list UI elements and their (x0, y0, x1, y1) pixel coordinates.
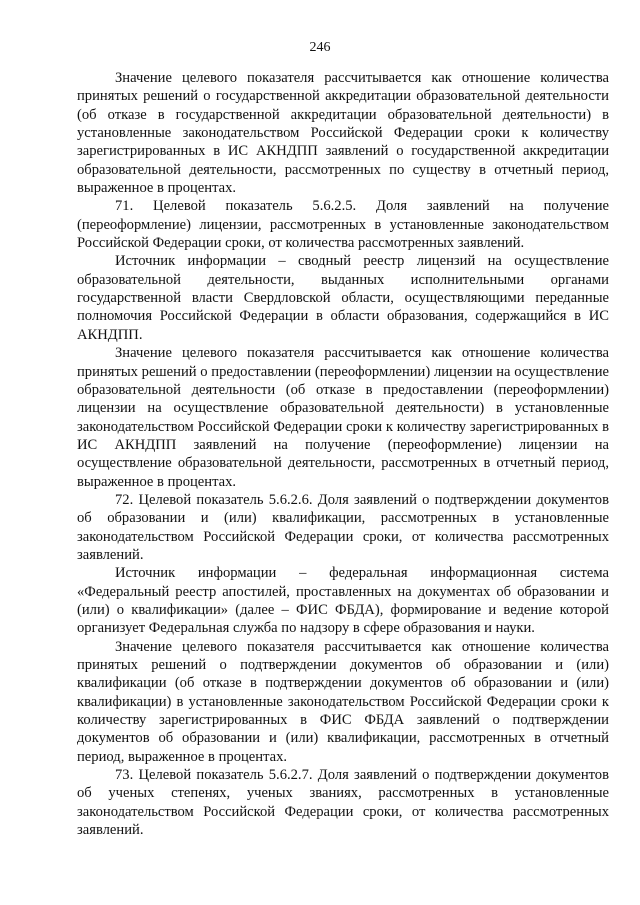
paragraph: Значение целевого показателя рассчитывается как отношение количества принятых решений о государственной аккредитации образовательной деятельности (об отказе в государственной аккредитации образовательной деятельности) в установленные законодательством Российской Федерации сроки к количеству зарегистрированных в ИС АКНДПП заявлений о государственной аккредитации образовательной деятельности, рассмотренных по существу в отчетный период, выраженное в процентах. (77, 70, 609, 197)
paragraph: Источник информации – сводный реестр лицензий на осуществление образовательной деятельности, выданных исполнительными органами государственной власти Свердловской области, осуществляющими переданные полномочия Российской Федерации в области образования, содержащийся в ИС АКНДПП. (77, 253, 609, 343)
paragraph: Источник информации – федеральная информационная система «Федеральный реестр апостилей, проставленных на документах об образовании и (или) о квалификации» (далее – ФИС ФБДА), формирование и ведение которой организует Федеральная служба по надзору в сфере образования и науки. (77, 565, 609, 637)
paragraph: 71. Целевой показатель 5.6.2.5. Доля заявлений на получение (переоформление) лицензии, рассмотренных в установленные законодательством Российской Федерации сроки, от количества рассмотренных заявлений. (77, 198, 609, 252)
paragraph: 73. Целевой показатель 5.6.2.7. Доля заявлений о подтверждении документов об ученых степенях, ученых званиях, рассмотренных в установленные законодательством Российской Федерации сроки, от количества рассмотренных заявлений. (77, 767, 609, 839)
paragraph: Значение целевого показателя рассчитывается как отношение количества принятых решений о подтверждении документов об образовании и (или) квалификации (об отказе в подтверждении документов об образовании и (или) квалификации) в установленные законодательством Российской Федерации сроки к количеству зарегистрированных в ФИС ФБДА заявлений о подтверждении документов об образовании и (или) квалификации, рассмотренных в отчетный период, выраженное в процентах. (77, 638, 609, 765)
paragraph: 72. Целевой показатель 5.6.2.6. Доля заявлений о подтверждении документов об образовании и (или) квалификации, рассмотренных в установленные законодательством Российской Федерации сроки, от количества рассмотренных заявлений. (77, 491, 609, 563)
paragraph: Значение целевого показателя рассчитывается как отношение количества принятых решений о предоставлении (переоформлении) лицензии на осуществление образовательной деятельности (об отказе в предоставлении (переоформлении) лицензии на осуществление образовательной деятельности) в установленные законодательством Российской Федерации сроки к количеству зарегистрированных в ИС АКНДПП заявлений на получение (переоформление) лицензии на осуществление образовательной деятельности, рассмотренных в отчетный период, выраженное в процентах. (77, 345, 609, 490)
document-body (77, 69, 609, 839)
page-number: 246 (309, 40, 331, 55)
